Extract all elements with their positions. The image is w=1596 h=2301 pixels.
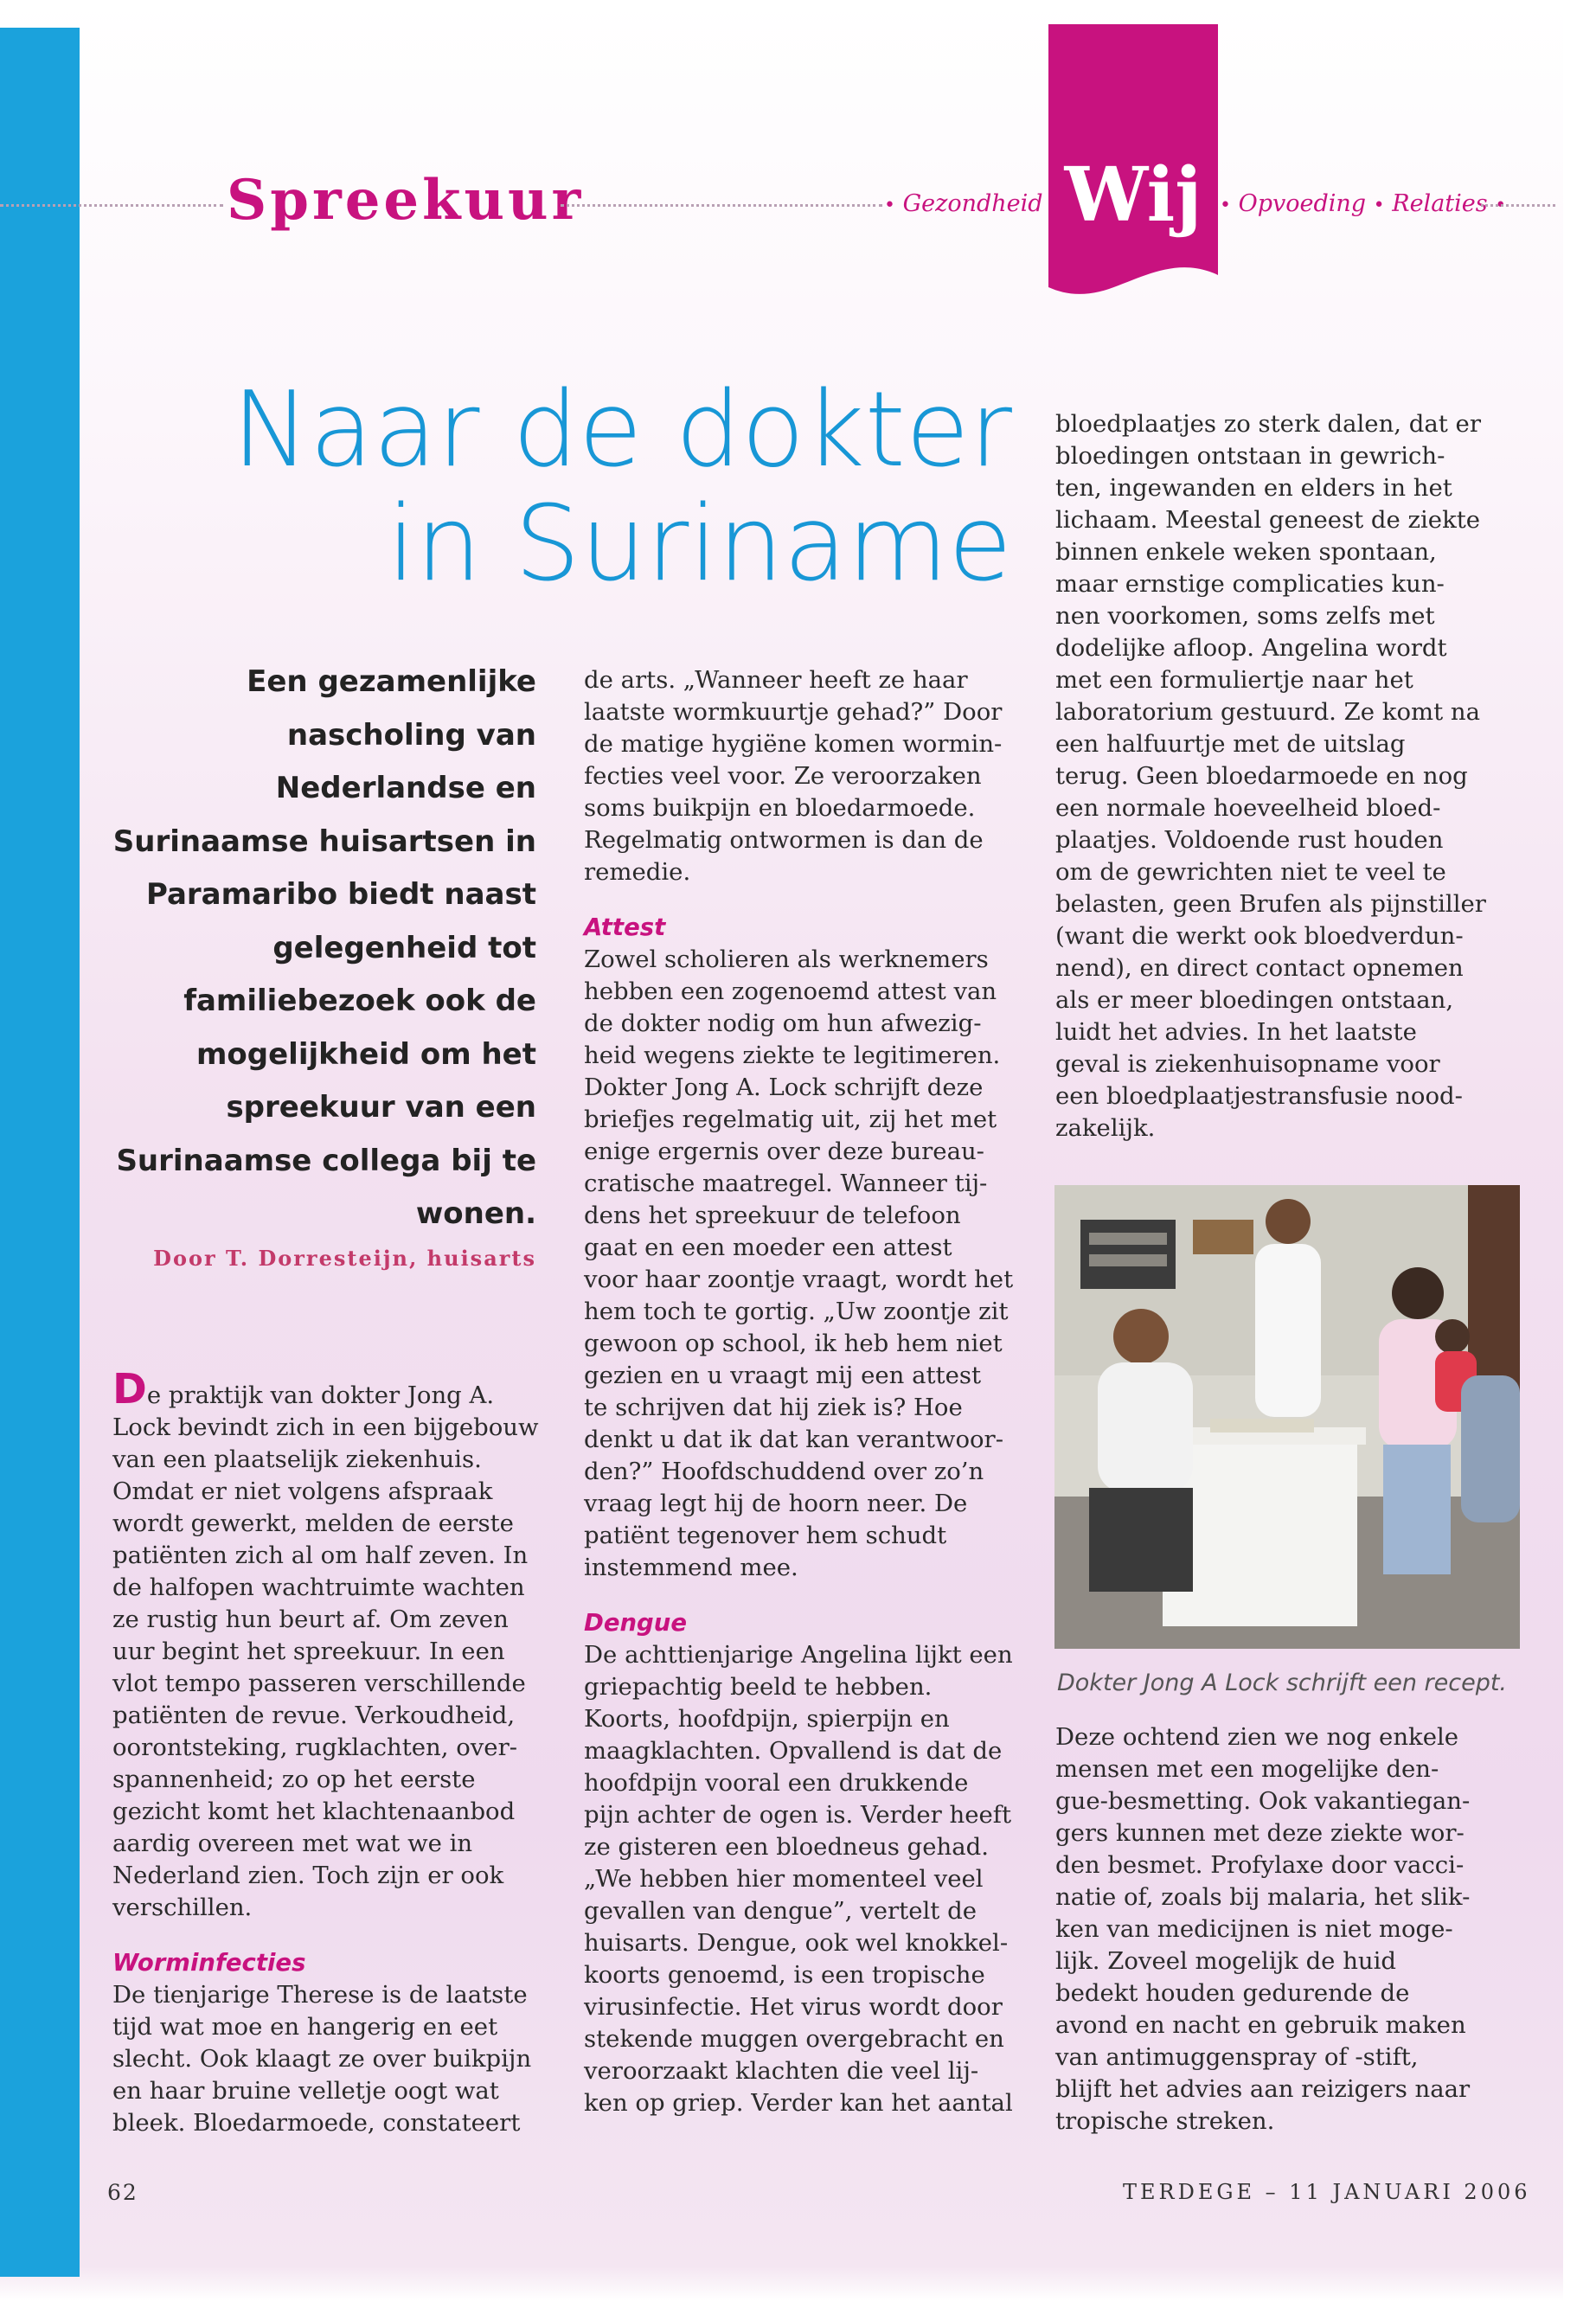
column-3-bottom [1055,1721,1540,2138]
col2-para2-line-17: den?” Hoofdschuddend over zo’n [584,1458,984,1485]
page-number: 62 [107,2180,138,2205]
col1-para2 [112,1979,545,2139]
dropcap-letter: D [112,1365,147,1413]
col1-para1-lines-line-17: verschillen. [112,1894,253,1921]
col2-para2-line-19: patiënt tegenover hem schudt [584,1522,947,1549]
col1-para2-line-4: en haar bruine velletje oogt wat [112,2077,499,2105]
col2-para3-line-5: hoofdpijn vooral een drukkende [584,1769,969,1797]
col2-para3-line-7: ze gisteren een bloedneus gehad. [584,1833,989,1861]
col3-para1-line-17: (want die werkt ook bloedverdun- [1055,922,1464,950]
col1-para2-line-2: tijd wat moe en hangerig en eet [112,2013,498,2041]
col3-para1-line-2: bloedingen ontstaan in gewrich- [1055,442,1445,470]
col2-para1-line-1: de arts. „Wanneer heeft ze haar [584,666,968,694]
col1-para1-lines [112,1412,545,1924]
header-rule-middle [561,204,882,207]
doctor-photo-illustration [1054,1185,1520,1649]
col3-para1-line-15: om de gewrichten niet te veel te [1055,858,1446,886]
col1-para1-lines-line-15: aardig overeen met wat we in [112,1830,473,1857]
col2-para2 [584,944,1016,1584]
doctor-photo [1054,1185,1520,1649]
col2-para1-line-4: fecties veel voor. Ze veroorzaken [584,762,982,790]
col3-para2-line-8: lijk. Zoveel mogelijk de huid [1055,1947,1397,1975]
col3-para1-line-7: nen voorkomen, soms zelfs met [1055,602,1435,630]
col2-para2-line-15: te schrijven dat hij ziek is? Hoe [584,1394,963,1421]
col1-para2-line-3: slecht. Ook klaagt ze over buikpijn [112,2045,532,2073]
col2-para3-line-9: gevallen van dengue”, vertelt de [584,1897,977,1925]
col3-para1-line-19: als er meer bloedingen ontstaan, [1055,986,1454,1014]
col1-para1-lines-line-4: Omdat er niet volgens afspraak [112,1477,493,1505]
col3-para2-line-11: van antimuggenspray of -stift, [1055,2043,1419,2071]
col3-para2-line-4: gers kunnen met deze ziekte wor- [1055,1819,1465,1847]
header-rule-right [1481,204,1555,207]
col2-para2-line-13: gewoon op school, ik heb hem niet [584,1330,1003,1357]
col2-para2-line-7: enige ergernis over deze bureau- [584,1138,984,1165]
col2-para2-line-4: heid wegens ziekte te legitimeren. [584,1042,1001,1069]
col2-para1-line-5: soms buikpijn en bloedarmoede. [584,794,976,822]
column-2 [584,664,1016,2119]
col2-para1 [584,664,1016,888]
nav-opvoeding-label: Opvoeding [1238,190,1367,217]
col2-para2-line-12: hem toch te gortig. „Uw zoontje zit [584,1298,1009,1325]
col3-para1-line-20: luidt het advies. In het laatste [1055,1018,1417,1046]
col3-para2-line-3: gue-besmetting. Ook vakantiegan- [1055,1787,1471,1815]
col2-para2-line-18: vraag legt hij de hoorn neer. De [584,1490,968,1517]
byline: Door T. Dorresteijn, huisarts [153,1246,536,1271]
col2-para3-line-1: De achttienjarige Angelina lijkt een [584,1641,1013,1669]
col2-para1-line-6: Regelmatig ontwormen is dan de [584,826,984,854]
col2-para3-line-4: maagklachten. Opvallend is dat de [584,1737,1003,1765]
col3-para1-line-11: een halfuurtje met de uitslag [1055,730,1406,758]
col1-para1 [112,1365,545,1924]
subheading-worminfecties: Worminfecties [112,1949,306,1977]
col3-para2-line-5: den besmet. Profylaxe door vacci- [1055,1851,1465,1879]
col2-para3-line-15: ken op griep. Verder kan het aantal [584,2089,1013,2117]
col2-para3-line-2: griepachtig beeld te hebben. [584,1673,933,1701]
col2-para3-line-10: huisarts. Dengue, ook wel knokkel- [584,1929,1009,1957]
col3-para1-line-14: plaatjes. Voldoende rust houden [1055,826,1444,854]
photo-caption: Dokter Jong A Lock schrijft een recept. [1057,1670,1508,1696]
col3-para1-line-22: een bloedplaatjestransfusie nood- [1055,1082,1463,1110]
col3-para1-line-6: maar ernstige complicaties kun- [1055,570,1445,598]
col3-para1-line-9: met een formuliertje naar het [1055,666,1413,694]
col2-para3-line-3: Koorts, hoofdpijn, spierpijn en [584,1705,950,1733]
col3-para1-line-4: lichaam. Meestal geneest de ziekte [1055,506,1481,534]
col2-para2-line-16: denkt u dat ik dat kan verantwoor- [584,1426,1003,1453]
col3-para1-line-12: terug. Geen bloedarmoede en nog [1055,762,1468,790]
col1-para1-lines-line-8: ze rustig hun beurt af. Om zeven [112,1606,509,1633]
col2-para3-line-14: veroorzaakt klachten die veel lij- [584,2057,979,2085]
col3-para1 [1055,408,1540,1144]
col2-para3-line-6: pijn achter de ogen is. Verder heeft [584,1801,1012,1829]
col1-para2-line-1: De tienjarige Therese is de laatste [112,1981,528,2009]
wij-tab-label: Wij [1064,151,1202,239]
col1-para1-lines-line-9: uur begint het spreekuur. In een [112,1638,505,1665]
col1-para1-line-1-text: e praktijk van dokter Jong A. [146,1381,495,1409]
col2-para2-line-14: gezien en u vraagt mij een attest [584,1362,982,1389]
col3-para2 [1055,1721,1540,2138]
col2-para2-line-2: hebben een zogenoemd attest van [584,977,997,1005]
col2-para2-line-20: instemmend mee. [584,1554,798,1581]
col3-para2-line-2: mensen met een mogelijke den- [1055,1755,1439,1783]
col1-para1-lines-line-2: Lock bevindt zich in een bijgebouw [112,1413,539,1441]
col3-para1-line-21: geval is ziekenhuisopname voor [1055,1050,1440,1078]
col3-para1-line-10: laboratorium gestuurd. Ze komt na [1055,698,1480,726]
col2-para3 [584,1639,1016,2119]
col3-para1-line-8: dodelijke afloop. Angelina wordt [1055,634,1447,662]
section-title: Spreekuur [227,168,585,233]
col2-para2-line-3: de dokter nodig om hun afwezig- [584,1009,982,1037]
col3-para1-line-18: nend), en direct contact opnemen [1055,954,1464,982]
blue-side-strip [0,28,80,2277]
article-headline [130,370,1012,605]
col1-para1-line-1 [112,1365,545,1413]
nav-gezondheid: • Gezondheid [884,190,1043,217]
col2-para1-line-3: de matige hygiëne komen wormin- [584,730,1003,758]
col3-para2-line-6: natie of, zoals bij malaria, het slik- [1055,1883,1471,1911]
col2-para2-line-5: Dokter Jong A. Lock schrijft deze [584,1074,984,1101]
col1-para1-lines-line-12: oorontsteking, rugklachten, over- [112,1734,518,1761]
subheading-dengue: Dengue [584,1609,687,1637]
article-intro: Een gezamenlijke nascholing van Nederlandse en Surinaamse huisartsen in Paramaribo biedt naast gelegenheid tot familiebezoek ook de mogelijkheid om het spreekuur van een Surinaamse collega bij te wonen. [112,664,536,1231]
col3-para2-line-10: avond en nacht en gebruik maken [1055,2011,1466,2039]
col2-para2-line-6: briefjes regelmatig uit, zij het met [584,1106,997,1133]
col2-para3-line-13: stekende muggen overgebracht en [584,2025,1004,2053]
col2-para1-line-7: remedie. [584,858,691,886]
page-edge [1563,0,1596,2301]
col1-para1-lines-line-3: van een plaatselijk ziekenhuis. [112,1445,482,1473]
col2-para3-line-8: „We hebben hier momenteel veel [584,1865,984,1893]
col1-para1-lines-line-10: vlot tempo passeren verschillende [112,1670,526,1697]
col2-para1-line-2: laatste wormkuurtje gehad?” Door [584,698,1003,726]
col3-para1-line-3: ten, ingewanden en elders in het [1055,474,1452,502]
col3-para1-line-1: bloedplaatjes zo sterk dalen, dat er [1055,410,1481,438]
col2-para2-line-11: voor haar zoontje vraagt, wordt het [584,1266,1014,1293]
subheading-attest: Attest [584,913,666,941]
col2-para3-line-12: virusinfectie. Het virus wordt door [584,1993,1003,2021]
col2-para2-line-10: gaat en een moeder een attest [584,1234,952,1261]
col3-para1-line-13: een normale hoeveelheid bloed- [1055,794,1441,822]
col1-para1-lines-line-13: spannenheid; zo op het eerste [112,1766,476,1793]
col2-para2-line-1: Zowel scholieren als werknemers [584,945,989,973]
col3-para2-line-12: blijft het advies aan reizigers naar [1055,2075,1471,2103]
headline-line-1: Naar de dokter [232,370,1012,490]
col2-para2-line-8: cratische maatregel. Wanneer tij- [584,1170,988,1197]
col1-para1-lines-line-11: patiënten de revue. Verkoudheid, [112,1702,516,1729]
col3-para1-line-23: zakelijk. [1055,1114,1156,1142]
col1-para1-lines-line-5: wordt gewerkt, melden de eerste [112,1509,514,1537]
col2-para2-line-9: dens het spreekuur de telefoon [584,1202,961,1229]
col2-para3-line-11: koorts genoemd, is een tropische [584,1961,985,1989]
headline-line-2: in Suriname [387,484,1012,605]
col1-para1-lines-line-14: gezicht komt het klachtenaanbod [112,1798,516,1825]
col3-para2-line-13: tropische streken. [1055,2107,1275,2135]
column-1 [112,1365,545,2139]
col3-para1-line-5: binnen enkele weken spontaan, [1055,538,1437,566]
col1-para1-lines-line-16: Nederland zien. Toch zijn er ook [112,1862,504,1889]
publication-info: TERDEGE – 11 JANUARI 2006 [1123,2180,1531,2204]
nav-gezondheid-label: Gezondheid [902,190,1043,217]
nav-opvoeding-relaties: • Opvoeding • Relaties • [1220,190,1507,217]
col3-para1-line-16: belasten, geen Brufen als pijnstiller [1055,890,1486,918]
col3-para2-line-1: Deze ochtend zien we nog enkele [1055,1723,1459,1751]
col1-para1-lines-line-7: de halfopen wachtruimte wachten [112,1574,525,1601]
wij-tab [1048,24,1218,296]
col1-para1-lines-line-6: patiënten zich al om half zeven. In [112,1541,529,1569]
header-rule-left [0,204,223,207]
col3-para2-line-9: bedekt houden gedurende de [1055,1979,1410,2007]
nav-relaties-label: Relaties [1392,190,1488,217]
column-3-top [1055,408,1540,1144]
col1-para2-line-5: bleek. Bloedarmoede, constateert [112,2109,521,2137]
col3-para2-line-7: ken van medicijnen is niet moge- [1055,1915,1453,1943]
